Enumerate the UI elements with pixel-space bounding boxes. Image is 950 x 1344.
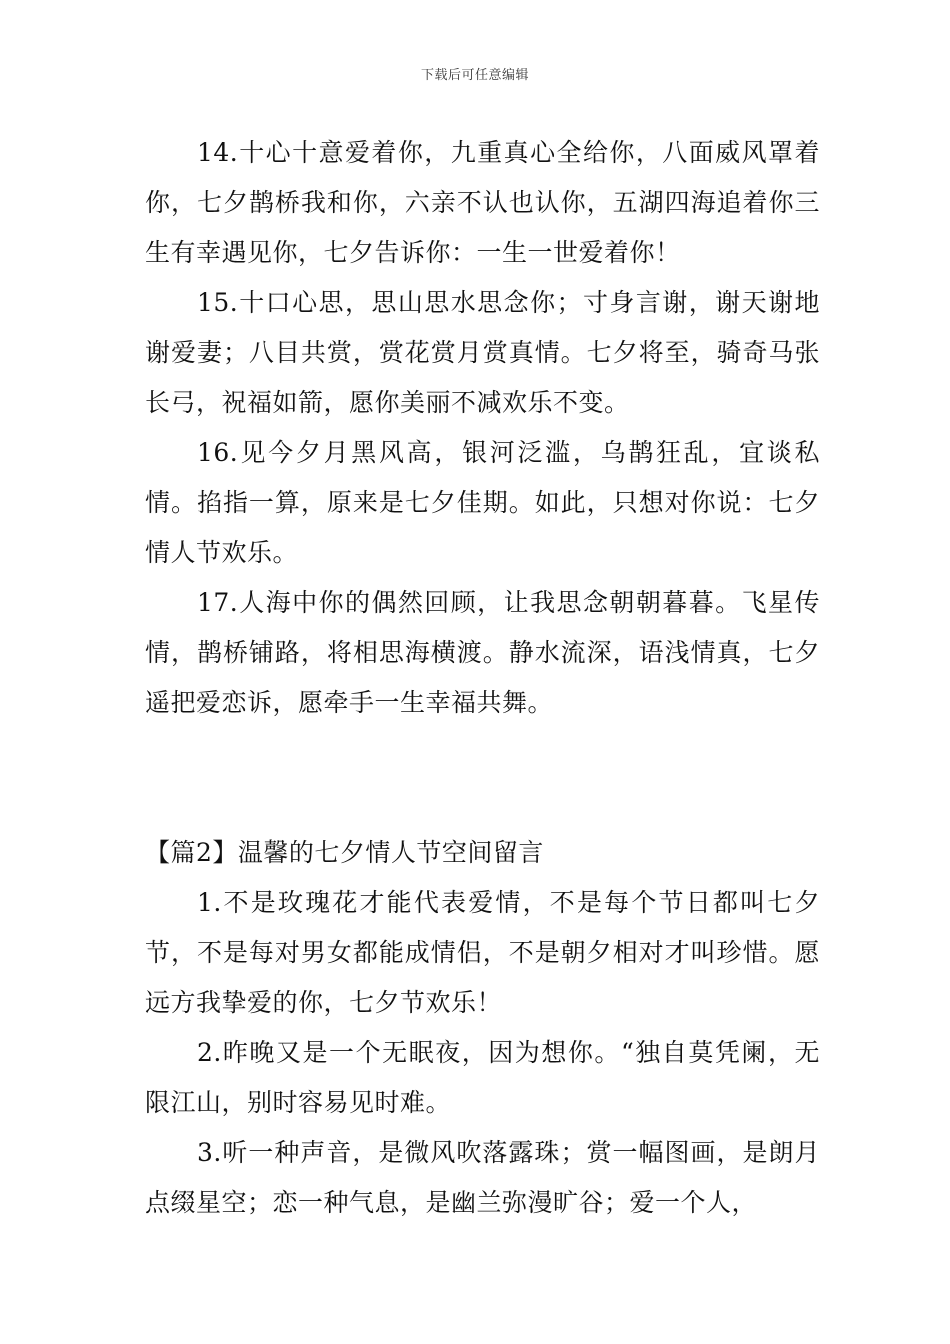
section-gap	[145, 728, 820, 828]
paragraph-3: 3.听一种声音，是微风吹落露珠；赏一幅图画，是朗月点缀星空；恋一种气息，是幽兰弥漫旷谷；爱一个人，	[145, 1138, 820, 1217]
paragraph-1: 1.不是玫瑰花才能代表爱情，不是每个节日都叫七夕节，不是每对男女都能成情侣，不是朝夕相对才叫珍惜。愿远方我挚爱的你，七夕节欢乐！	[145, 888, 820, 1017]
section-title: 【篇2】温馨的七夕情人节空间留言	[145, 838, 544, 867]
document-body	[145, 128, 820, 1228]
paragraph-16: 16.见今夕月黑风高，银河泛滥，乌鹊狂乱，宜谈私情。掐指一算，原来是七夕佳期。如此，只想对你说：七夕情人节欢乐。	[145, 438, 820, 567]
paragraph-2: 2.昨晚又是一个无眠夜，因为想你。“独自莫凭阑，无限江山，别时容易见时难。	[145, 1038, 820, 1117]
paragraph-17: 17.人海中你的偶然回顾，让我思念朝朝暮暮。飞星传情，鹊桥铺路，将相思海横渡。静水流深，语浅情真，七夕遥把爱恋诉，愿牵手一生幸福共舞。	[145, 588, 820, 717]
paragraph-15: 15.十口心思，思山思水思念你；寸身言谢，谢天谢地谢爱妻；八目共赏，赏花赏月赏真情。七夕将至，骑奇马张长弓，祝福如箭，愿你美丽不减欢乐不变。	[145, 288, 820, 417]
paragraph-14: 14.十心十意爱着你，九重真心全给你，八面威风罩着你，七夕鹊桥我和你，六亲不认也认你，五湖四海追着你三生有幸遇见你，七夕告诉你：一生一世爱着你！	[145, 138, 820, 267]
page-header: 下载后可任意编辑	[420, 68, 529, 83]
